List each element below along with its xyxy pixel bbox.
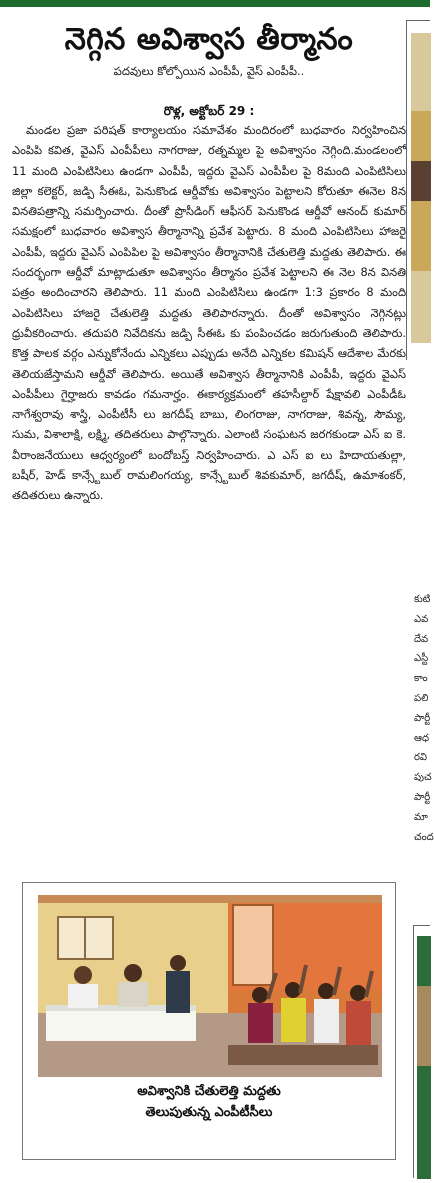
adjacent-photo-illustration — [407, 21, 431, 361]
article-dateline: రొళ్ల, అక్టోబర్ 29 : — [163, 104, 255, 118]
top-accent-bar — [0, 0, 430, 7]
article-headline: నెగ్గిన అవిశ్వాస తీర్మానం — [64, 22, 354, 57]
adjacent-text-line: చంద — [414, 831, 434, 843]
article-subheadline: పదవులు కోల్పోయిన ఎంపీపీ, వైస్ ఎంపీపీ.. — [113, 64, 305, 78]
article-photo-box — [22, 882, 396, 1160]
photo-caption — [23, 1081, 395, 1123]
adjacent-article-photo — [406, 20, 430, 360]
photo-caption-line-1: అవిశ్వానికి చేతులెత్తి మద్దతు — [137, 1084, 281, 1099]
adjacent-text-line: పార్టీ — [414, 712, 431, 724]
article-body: మండల ప్రజా పరిషత్ కార్యాలయం సమావేశం మందిరంలో బుధవారం నిర్వహించిన ఎంపిపి కవిత, వైఎస్ ఎంపీపీలు నాగరాజు, రత్నమ్మల పై అవిశ్వాసం నెగ్గింది.మండలంలో 11 మంది ఎంపిటిసిలు ఉండగా ఎంపీపీ, ఇద్దరు వైఎస్ ఎంపీపీల పై 8మంది ఎంపిటిసిలు జిల్లా కలెక్టర్, జడ్పి సీఈఓ, పెనుకొండ ఆర్డీవోకు అవిశ్వాసం పెట్టాలని కోరుతూ ఈనెల 8న వినతిపత్రాన్ని సమర్పించారు. దీంతో ప్రొసీడింగ్ ఆఫీసర్ పెనుకొండ ఆర్డీవో ఆనంద్ కుమార్ సమక్షంలో బుధవారం అవిశ్వాస తీర్మానాన్ని ప్రవేశ పెట్టారు. 8 మంది ఎంపిటిసిలు హాజరై ఎంపీపీ, ఇద్దరు వైఎస్ ఎంపిపిల పై అవిశ్వాసం తీర్మానానికి చేతులెత్తి మద్దతు తెలిపారు. ఈ సందర్భంగా ఆర్డీవో మాట్లాడుతూ అవిశ్వాసం తీర్మానం ప్రవేశ పెట్టాలని ఈ నెల 8న వినతి పత్రం అందించారని తెలిపారు. 11 మంది ఎంపిటిసిలు ఉండగా 1:3 ప్రకారం 8 మంది ఎంపిటిసిలు హాజరై చేతులెత్తి మద్దతు తెలిపారన్నారు. దీంతో అవిశ్వాసం నెగ్గినట్లు ధ్రువీకరించారు. తదుపరి నివేదికను జడ్పి సీఈఓ కు పంపించడం జరుగుతుంది తెలిపారు. కొత్త పాలక వర్గం ఎన్నుకోనేందు ఎన్నికలు ఎప్పుడు అనేది ఎన్నికల కమిషన్ ఆదేశాల మేరకు తెలియజేస్తామని ఆర్డీవో తెలిపారు. అయితే అవిశ్వాస తీర్మానానికి ఎంపీపీ, ఇద్దరు వైఎస్ ఎంపీపీలు గైర్హాజరు కావడం గమనార్హం. ఈకార్యక్రమంలో తహసీల్దార్ షేక్షావలి ఎంపీడీఓ నాగేశ్వరావు శాస్త్రి, ఎంపీటీసీ లు జగదీష్ బాబు, లింగరాజు, నాగరాజు, శివన్న, సౌమ్య, సుమ, విశాలాక్షి, లక్ష్మి, తదితరులు పాల్గొన్నారు. ఎలాంటి సంఘటన జరగకుండా ఎస్ ఐ కె. వీరాంజనేయులు ఆధ్వర్యంలో బందోబస్త్ నిర్వహించారు. ఎ ఎస్ ఐ లు హిదాయతుల్లా, బషీర్, హెడ్ కాన్స్టేబుల్ రామలింగయ్య, కాన్స్టేబుల్ శివకుమార్, జగదీష్, ఉమాశంకర్, తదితరులు ఉన్నారు. — [12, 123, 406, 503]
adjacent-text-line: ఆధ — [414, 732, 430, 744]
adjacent-text-line: దేవ — [414, 633, 429, 645]
meeting-photo-illustration — [38, 895, 382, 1077]
adjacent-text-line: రవి — [414, 752, 428, 764]
adjacent-article-photo-2 — [413, 925, 430, 1178]
adjacent-text-line: కాం — [414, 673, 428, 685]
adjacent-text-line: కుటి — [414, 594, 431, 605]
adjacent-text-line: మా — [414, 811, 428, 823]
adjacent-text-line: ఎస్టీ — [414, 653, 429, 665]
adjacent-article-text — [414, 590, 434, 847]
adjacent-photo-2-illustration — [414, 926, 431, 1179]
adjacent-text-line: పుచ — [414, 772, 432, 784]
adjacent-text-line: ఎవ — [414, 613, 429, 625]
adjacent-text-line: పార్టీ — [414, 791, 431, 803]
photo-caption-line-2: తెలుపుతున్న ఎంపీటీసీలు — [145, 1105, 273, 1120]
adjacent-text-line: పలి — [414, 692, 429, 704]
news-article — [12, 12, 406, 506]
meeting-photo — [38, 895, 382, 1077]
